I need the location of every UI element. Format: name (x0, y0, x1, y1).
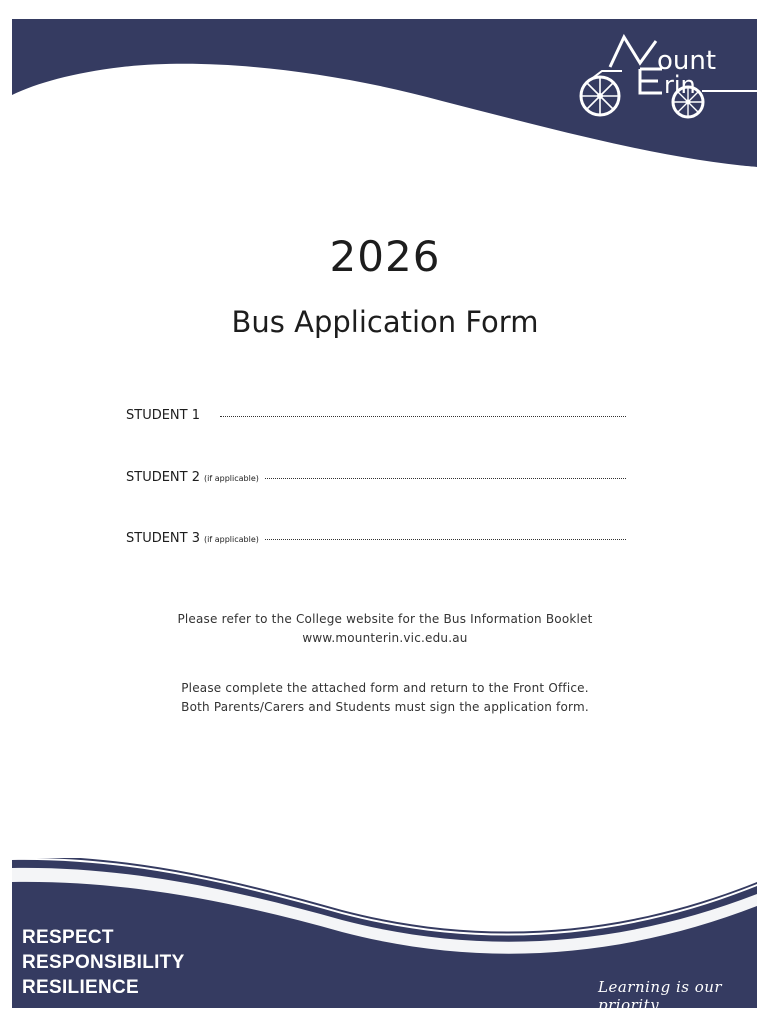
logo-text-ount: ount (657, 46, 717, 76)
school-values (22, 925, 185, 1000)
student-3-label: STUDENT 3 (126, 531, 201, 546)
info-instructions (0, 679, 770, 717)
info-website (0, 610, 770, 648)
school-motto: Learning is our priority (598, 978, 723, 1014)
website-link[interactable]: www.mounterin.vic.edu.au (302, 631, 468, 645)
student-1-row (126, 408, 626, 423)
form-year: 2026 (329, 232, 441, 281)
student-2-note: (if applicable) (204, 474, 259, 483)
value-responsibility: RESPONSIBILITY (22, 952, 185, 973)
logo-text-rin: rin (664, 71, 696, 99)
student-1-label: STUDENT 1 (126, 408, 201, 423)
student-2-name-field[interactable] (265, 477, 626, 479)
instructions-line-1: Please complete the attached form and return to the Front Office. (181, 681, 589, 695)
student-3-note: (if applicable) (204, 535, 259, 544)
value-respect: RESPECT (22, 927, 114, 948)
wagon-wheel-icon (581, 77, 619, 115)
info-booklet-text: Please refer to the College website for the Bus Information Booklet (177, 612, 593, 626)
student-3-name-field[interactable] (265, 538, 626, 540)
instructions-line-2: Both Parents/Carers and Students must sign the application form. (181, 700, 589, 714)
value-resilience: RESILIENCE (22, 977, 140, 998)
student-3-row (126, 531, 626, 546)
wagon-wheel-icon (673, 87, 703, 117)
student-1-name-field[interactable] (220, 415, 626, 417)
student-2-label: STUDENT 2 (126, 470, 201, 485)
student-2-row (126, 470, 626, 485)
header-banner (12, 19, 757, 169)
form-title: Bus Application Form (231, 305, 539, 339)
